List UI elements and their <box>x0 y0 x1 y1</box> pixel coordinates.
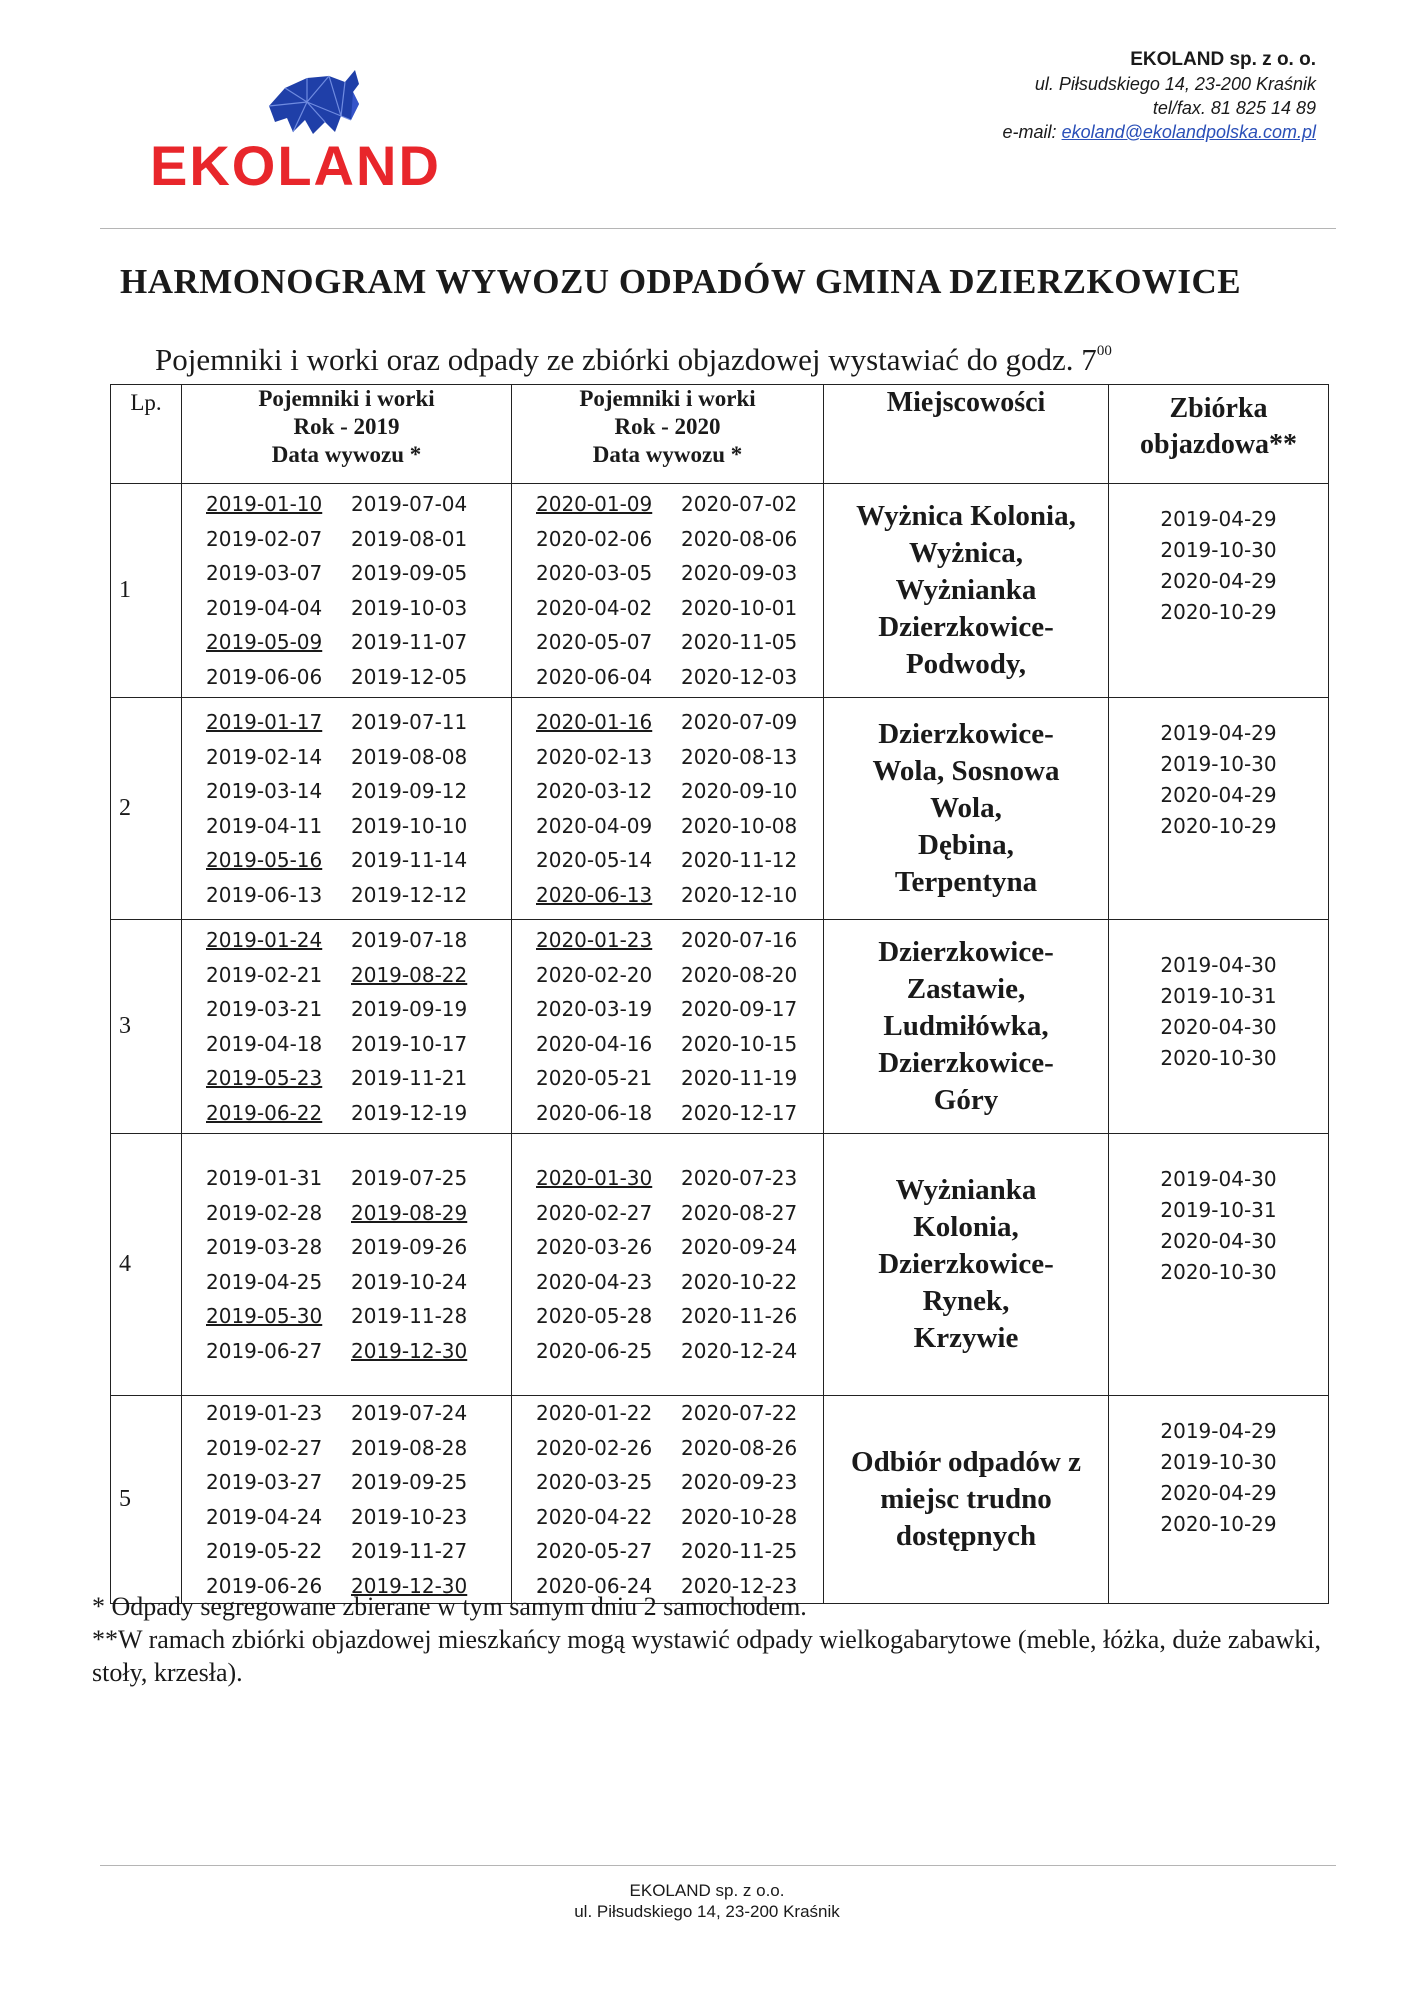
dates-2020-cell <box>512 920 824 1134</box>
header-2019-line1: Pojemniki i worki <box>258 386 435 411</box>
pickup-date: 2020-06-13 <box>536 882 653 907</box>
dates-2020-cell <box>512 1396 824 1604</box>
pickup-date: 2020-04-22 <box>536 1504 653 1529</box>
company-phone: tel/fax. 81 825 14 89 <box>1152 98 1316 118</box>
table-row <box>111 698 1329 920</box>
pickup-date: 2019-12-05 <box>351 664 468 689</box>
pickup-date: 2019-10-23 <box>351 1504 468 1529</box>
pickup-date: 2020-07-09 <box>681 710 798 734</box>
zbiorka-cell <box>1109 1134 1329 1396</box>
header-zbiorka-line1: Zbiórka <box>1169 393 1268 424</box>
pickup-date: 2019-07-11 <box>351 710 468 734</box>
place-line: Wyżnianka <box>895 1174 1037 1206</box>
place-line: Kolonia, <box>913 1211 1019 1243</box>
pickup-date: 2020-11-12 <box>681 848 798 872</box>
pickup-date: 2019-12-19 <box>351 1100 468 1125</box>
zbiorka-date: 2020-04-30 <box>1160 1229 1277 1253</box>
pickup-date: 2020-06-04 <box>536 664 653 689</box>
pickup-date: 2019-01-17 <box>206 710 323 734</box>
place-line: Wyżnica Kolonia, <box>856 500 1076 532</box>
pickup-date: 2019-03-21 <box>206 997 323 1021</box>
places-cell <box>824 698 1109 920</box>
company-header <box>1003 48 1316 144</box>
pickup-date: 2019-03-07 <box>206 561 323 585</box>
pickup-date: 2019-08-28 <box>351 1435 468 1460</box>
zbiorka-date: 2020-04-29 <box>1160 783 1277 807</box>
header-zbiorka <box>1109 385 1329 484</box>
pickup-date: 2019-04-04 <box>206 595 323 620</box>
pickup-date: 2020-05-27 <box>536 1539 653 1563</box>
place-line: Wyżnianka <box>895 574 1037 606</box>
zbiorka-date: 2019-10-31 <box>1160 1198 1277 1222</box>
pickup-date: 2019-01-10 <box>206 492 323 516</box>
place-line: miejsc trudno <box>880 1483 1052 1515</box>
header-places: Miejscowości <box>824 385 1109 484</box>
zbiorka-date: 2019-04-29 <box>1160 507 1277 531</box>
footer-company-name: EKOLAND sp. z o.o. <box>629 1881 785 1900</box>
pickup-date: 2020-12-03 <box>681 664 798 689</box>
footer-address: ul. Piłsudskiego 14, 23-200 Kraśnik <box>574 1902 840 1921</box>
pickup-date: 2020-02-20 <box>536 962 653 987</box>
pickup-date: 2020-09-17 <box>681 997 798 1021</box>
place-line: Krzywie <box>913 1322 1019 1354</box>
place-line: Dzierzkowice- <box>878 611 1054 643</box>
place-line: Podwody, <box>905 648 1027 680</box>
pickup-date: 2020-03-26 <box>536 1235 653 1259</box>
table-row <box>111 1396 1329 1604</box>
pickup-date: 2019-03-28 <box>206 1235 323 1259</box>
pickup-date: 2020-10-22 <box>681 1269 798 1294</box>
pickup-date: 2020-11-19 <box>681 1066 798 1090</box>
pickup-date: 2020-04-16 <box>536 1031 653 1056</box>
pickup-date: 2019-03-27 <box>206 1470 323 1494</box>
pickup-date: 2019-06-27 <box>206 1338 323 1363</box>
pickup-date: 2020-11-25 <box>681 1539 798 1563</box>
zbiorka-date: 2019-10-31 <box>1160 984 1277 1008</box>
row-number: 1 <box>111 484 182 698</box>
zbiorka-cell <box>1109 920 1329 1134</box>
table-row <box>111 1134 1329 1396</box>
footer-divider <box>100 1865 1336 1866</box>
footnote-1: * Odpady segregowane zbierane w tym samym dniu 2 samochodem. <box>92 1592 807 1621</box>
place-line: Dzierzkowice- <box>878 1047 1054 1079</box>
email-label: e-mail: <box>1002 122 1057 142</box>
place-line: Zastawie, <box>906 973 1026 1005</box>
zbiorka-cell <box>1109 484 1329 698</box>
pickup-date: 2020-09-23 <box>681 1470 798 1494</box>
place-line: Dzierzkowice- <box>878 718 1054 750</box>
row-number: 4 <box>111 1134 182 1396</box>
pickup-date: 2020-09-03 <box>681 561 798 585</box>
place-line: Odbiór odpadów z <box>851 1446 1081 1478</box>
zbiorka-cell <box>1109 698 1329 920</box>
pickup-date: 2020-10-28 <box>681 1504 798 1529</box>
pickup-date: 2020-04-02 <box>536 595 653 620</box>
pickup-date: 2020-10-08 <box>681 813 798 838</box>
pickup-date: 2020-08-06 <box>681 526 798 551</box>
pickup-date: 2019-09-25 <box>351 1470 468 1494</box>
pickup-date: 2019-07-24 <box>351 1401 468 1425</box>
place-line: Ludmiłówka, <box>883 1010 1049 1042</box>
pickup-date: 2019-09-12 <box>351 779 468 803</box>
pickup-date: 2019-10-03 <box>351 595 468 620</box>
pickup-date: 2019-08-29 <box>351 1200 468 1225</box>
dates-2019-cell <box>182 1396 512 1604</box>
pickup-date: 2019-04-25 <box>206 1269 323 1294</box>
row-number: 2 <box>111 698 182 920</box>
zbiorka-date: 2019-10-30 <box>1160 752 1277 776</box>
pickup-date: 2019-11-27 <box>351 1539 468 1563</box>
pickup-date: 2019-12-30 <box>351 1338 468 1363</box>
dates-2020-cell <box>512 484 824 698</box>
pickup-date: 2020-02-26 <box>536 1435 653 1460</box>
header-divider <box>100 228 1336 229</box>
pickup-date: 2019-08-08 <box>351 744 468 769</box>
row-number: 5 <box>111 1396 182 1604</box>
pickup-date: 2020-05-07 <box>536 630 653 654</box>
place-line: Dzierzkowice- <box>878 1248 1054 1280</box>
pickup-date: 2020-03-05 <box>536 561 653 585</box>
pickup-date: 2020-03-19 <box>536 997 653 1021</box>
schedule-table <box>110 384 1329 1604</box>
pickup-date: 2019-02-14 <box>206 744 323 769</box>
place-line: dostępnych <box>895 1520 1037 1552</box>
pickup-date: 2020-04-23 <box>536 1269 653 1294</box>
pickup-date: 2019-07-25 <box>351 1166 468 1190</box>
pickup-date: 2019-04-24 <box>206 1504 323 1529</box>
pickup-date: 2020-01-22 <box>536 1401 653 1425</box>
pickup-date: 2020-10-15 <box>681 1031 798 1056</box>
company-address: ul. Piłsudskiego 14, 23-200 Kraśnik <box>1034 74 1316 94</box>
pickup-date: 2020-03-12 <box>536 779 653 803</box>
pickup-date: 2020-01-09 <box>536 492 653 516</box>
pickup-date: 2020-02-06 <box>536 526 653 551</box>
header-2020 <box>512 385 824 484</box>
pickup-date: 2020-07-02 <box>681 492 798 516</box>
pickup-date: 2020-09-24 <box>681 1235 798 1259</box>
logo-text: EKOLAND <box>150 134 441 197</box>
pickup-date: 2020-08-27 <box>681 1200 798 1225</box>
pickup-date: 2019-02-21 <box>206 962 323 987</box>
pickup-date: 2020-02-27 <box>536 1200 653 1225</box>
zbiorka-date: 2019-04-30 <box>1160 1167 1277 1191</box>
table-row <box>111 484 1329 698</box>
pickup-date: 2020-10-01 <box>681 595 798 620</box>
pickup-date: 2019-05-22 <box>206 1539 323 1563</box>
row-number: 3 <box>111 920 182 1134</box>
pickup-date: 2019-02-07 <box>206 526 323 551</box>
pickup-date: 2020-08-20 <box>681 962 798 987</box>
pickup-date: 2019-04-11 <box>206 813 323 838</box>
pickup-date: 2019-03-14 <box>206 779 323 803</box>
pickup-date: 2019-05-23 <box>206 1066 323 1090</box>
pickup-date: 2020-11-26 <box>681 1304 798 1328</box>
table-header-row <box>111 385 1329 484</box>
pickup-date: 2020-12-17 <box>681 1100 798 1125</box>
place-line: Wola, Sosnowa <box>872 755 1060 787</box>
pickup-date: 2020-02-13 <box>536 744 653 769</box>
zbiorka-date: 2020-04-29 <box>1160 569 1277 593</box>
zbiorka-date: 2020-10-30 <box>1160 1046 1277 1070</box>
place-line: Terpentyna <box>894 866 1038 898</box>
zbiorka-date: 2020-04-29 <box>1160 1481 1277 1505</box>
place-line: Dębina, <box>918 829 1014 861</box>
pickup-date: 2020-05-28 <box>536 1304 653 1328</box>
pickup-date: 2019-07-04 <box>351 492 468 516</box>
header-2020-line2: Rok - 2020 <box>614 414 721 439</box>
pickup-date: 2020-05-21 <box>536 1066 653 1090</box>
pickup-date: 2020-05-14 <box>536 848 653 872</box>
pickup-date: 2019-11-28 <box>351 1304 468 1328</box>
pickup-date: 2019-08-22 <box>351 962 468 987</box>
pickup-date: 2020-04-09 <box>536 813 653 838</box>
header-lp: Lp. <box>111 385 182 484</box>
zbiorka-date: 2020-10-29 <box>1160 1512 1277 1536</box>
zbiorka-date: 2020-10-29 <box>1160 814 1277 838</box>
pickup-date: 2020-03-25 <box>536 1470 653 1494</box>
pickup-date: 2019-05-09 <box>206 630 323 654</box>
header-2019 <box>182 385 512 484</box>
pickup-date: 2020-12-23 <box>681 1573 798 1598</box>
footnote-2: **W ramach zbiórki objazdowej mieszkańcy mogą wystawić odpady wielkogabarytowe (meble, łóżka, duże zabawki, stoły, krzesła). <box>92 1625 1322 1687</box>
zbiorka-date: 2019-10-30 <box>1160 1450 1277 1474</box>
pickup-date: 2019-09-26 <box>351 1235 468 1259</box>
places-cell <box>824 1134 1109 1396</box>
setout-note-text: Pojemniki i worki oraz odpady ze zbiórki objazdowej wystawiać do godz. 7 <box>155 342 1097 377</box>
pickup-date: 2020-01-23 <box>536 928 653 952</box>
pickup-date: 2020-08-13 <box>681 744 798 769</box>
zbiorka-cell <box>1109 1396 1329 1604</box>
place-line: Dzierzkowice- <box>878 936 1054 968</box>
header-2019-line3: Data wywozu * <box>271 442 422 467</box>
pickup-date: 2020-07-23 <box>681 1166 798 1190</box>
page-footer <box>0 1880 1414 1922</box>
pickup-date: 2019-10-24 <box>351 1269 468 1294</box>
setout-note <box>155 342 1112 378</box>
pickup-date: 2019-07-18 <box>351 928 468 952</box>
pickup-date: 2019-11-21 <box>351 1066 468 1090</box>
pickup-date: 2019-09-19 <box>351 997 468 1021</box>
zbiorka-date: 2019-04-29 <box>1160 721 1277 745</box>
dates-2019-cell <box>182 1134 512 1396</box>
pickup-date: 2020-01-16 <box>536 710 653 734</box>
zbiorka-date: 2020-10-29 <box>1160 600 1277 624</box>
pickup-date: 2020-07-16 <box>681 928 798 952</box>
header-2019-line2: Rok - 2019 <box>293 414 400 439</box>
pickup-date: 2020-06-24 <box>536 1573 653 1598</box>
pickup-date: 2020-07-22 <box>681 1401 798 1425</box>
table-row <box>111 920 1329 1134</box>
header-zbiorka-line2: objazdowa** <box>1139 429 1298 460</box>
places-cell <box>824 920 1109 1134</box>
place-line: Wola, <box>930 792 1002 824</box>
zbiorka-date: 2020-04-30 <box>1160 1015 1277 1039</box>
pickup-date: 2019-11-14 <box>351 848 468 872</box>
pickup-date: 2020-08-26 <box>681 1435 798 1460</box>
pickup-date: 2019-01-23 <box>206 1401 323 1425</box>
pickup-date: 2020-06-18 <box>536 1100 653 1125</box>
header-2020-line1: Pojemniki i worki <box>579 386 756 411</box>
pickup-date: 2019-05-16 <box>206 848 323 872</box>
pickup-date: 2019-11-07 <box>351 630 468 654</box>
pickup-date: 2019-06-26 <box>206 1573 323 1598</box>
pickup-date: 2019-06-06 <box>206 664 323 689</box>
bison-icon <box>255 62 367 142</box>
pickup-date: 2020-09-10 <box>681 779 798 803</box>
pickup-date: 2019-02-27 <box>206 1435 323 1460</box>
pickup-date: 2019-09-05 <box>351 561 468 585</box>
zbiorka-date: 2019-10-30 <box>1160 538 1277 562</box>
dates-2019-cell <box>182 920 512 1134</box>
zbiorka-date: 2020-10-30 <box>1160 1260 1277 1284</box>
pickup-date: 2020-01-30 <box>536 1166 653 1190</box>
email-link[interactable]: ekoland@ekolandpolska.com.pl <box>1061 122 1316 142</box>
header-2020-line3: Data wywozu * <box>592 442 743 467</box>
places-cell <box>824 484 1109 698</box>
pickup-date: 2020-12-10 <box>681 882 798 907</box>
zbiorka-date: 2019-04-30 <box>1160 953 1277 977</box>
pickup-date: 2019-01-24 <box>206 928 323 952</box>
pickup-date: 2019-12-12 <box>351 882 468 907</box>
zbiorka-date: 2019-04-29 <box>1160 1419 1277 1443</box>
pickup-date: 2019-06-22 <box>206 1100 323 1125</box>
pickup-date: 2019-12-30 <box>351 1573 468 1598</box>
place-line: Rynek, <box>922 1285 1010 1317</box>
dates-2019-cell <box>182 698 512 920</box>
pickup-date: 2019-10-10 <box>351 813 468 838</box>
pickup-date: 2019-01-31 <box>206 1166 323 1190</box>
dates-2020-cell <box>512 1134 824 1396</box>
pickup-date: 2019-05-30 <box>206 1304 323 1328</box>
footnotes <box>92 1590 1332 1689</box>
company-logo <box>150 62 460 202</box>
company-name: EKOLAND sp. z o. o. <box>1130 49 1316 70</box>
pickup-date: 2019-08-01 <box>351 526 468 551</box>
places-cell <box>824 1396 1109 1604</box>
pickup-date: 2019-10-17 <box>351 1031 468 1056</box>
pickup-date: 2019-04-18 <box>206 1031 323 1056</box>
pickup-date: 2020-11-05 <box>681 630 798 654</box>
pickup-date: 2019-02-28 <box>206 1200 323 1225</box>
dates-2019-cell <box>182 484 512 698</box>
pickup-date: 2019-06-13 <box>206 882 323 907</box>
setout-note-sup: 00 <box>1096 343 1112 359</box>
place-line: Wyżnica, <box>908 537 1024 569</box>
pickup-date: 2020-06-25 <box>536 1338 653 1363</box>
pickup-date: 2020-12-24 <box>681 1338 798 1363</box>
place-line: Góry <box>933 1084 999 1116</box>
dates-2020-cell <box>512 698 824 920</box>
page-title: HARMONOGRAM WYWOZU ODPADÓW GMINA DZIERZKOWICE <box>120 262 1242 301</box>
